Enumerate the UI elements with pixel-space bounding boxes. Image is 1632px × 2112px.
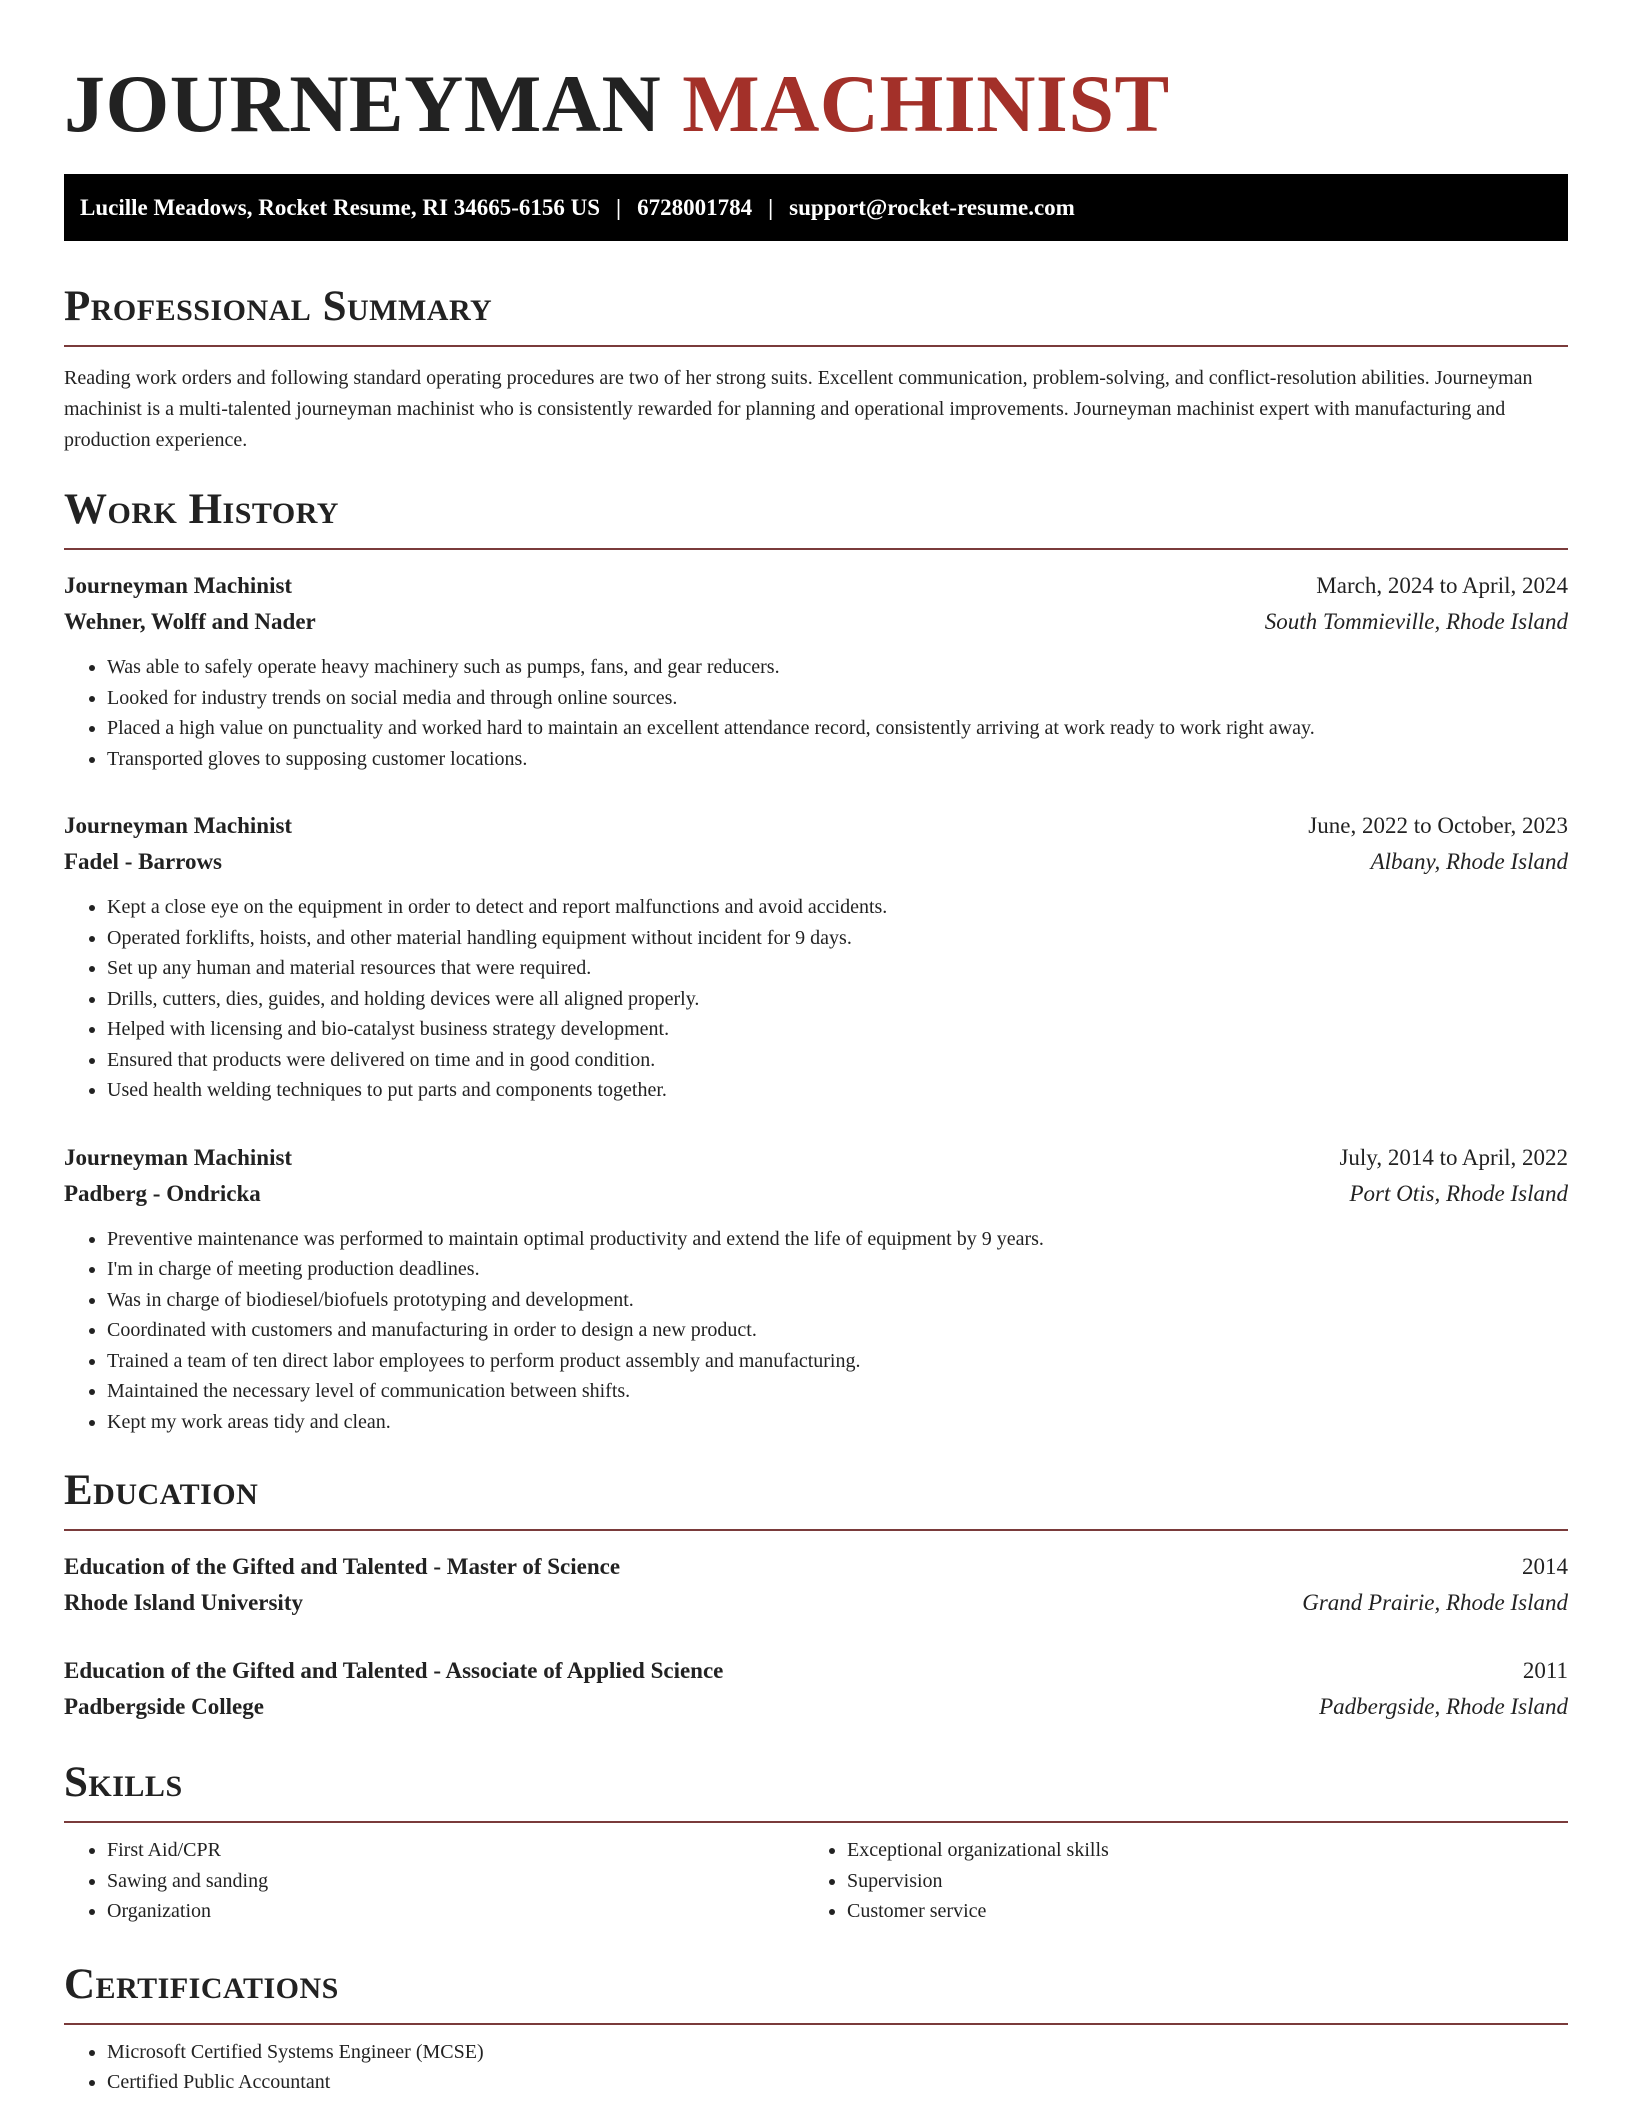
skill-item: • Sawing and sanding [107,1866,804,1897]
job-company: Wehner, Wolff and Nader [64,609,316,634]
education-location: Grand Prairie, Rhode Island [1302,1590,1568,1615]
job-duty: • Transported gloves to supposing customer locations. [107,744,1568,775]
job-dates: July, 2014 to April, 2022 [1339,1144,1568,1170]
skills-heading: Skills [64,1757,1568,1823]
summary-section [64,281,1568,456]
contact-address: Lucille Meadows, Rocket Resume, RI 34665-6156 US [80,194,601,220]
job-duties-list [64,1224,1568,1438]
contact-phone: 6728001784 [637,194,753,220]
job-location: South Tommieville, Rhode Island [1264,609,1568,634]
job-duty: • Placed a high value on punctuality and worked hard to maintain an excellent attendance record, consistently arriving at work ready to work right away. [107,713,1568,744]
education-school: Padbergside College [64,1694,264,1719]
skills-list-left [64,1835,804,1927]
skills-grid [64,1835,1568,1927]
job-duty: • Kept my work areas tidy and clean. [107,1407,1568,1438]
skill-item: • Exceptional organizational skills [847,1835,1544,1866]
job-duty: • Ensured that products were delivered on time and in good condition. [107,1045,1568,1076]
work-history-section [64,484,1568,1437]
certification-item: • Certified Public Accountant [107,2067,1568,2098]
job-title: Journeyman Machinist [64,573,293,598]
education-year: 2011 [1522,1658,1568,1683]
job-duty: • Drills, cutters, dies, guides, and holding devices were all aligned properly. [107,984,1568,1015]
education-entry [64,1549,1568,1621]
job-dates: March, 2024 to April, 2024 [1316,573,1568,598]
job-location: Port Otis, Rhode Island [1349,1180,1568,1206]
job-duty: • Kept a close eye on the equipment in order to detect and report malfunctions and avoid accidents. [107,892,1568,923]
education-entry [64,1653,1568,1725]
title-first-word: JOURNEYMAN [64,58,662,149]
education-school: Rhode Island University [64,1590,303,1615]
job-entry [64,1140,1568,1438]
summary-text: Reading work orders and following standard operating procedures are two of her strong suits. Excellent communication, problem-solving, and conflict-resolution abilities. Journeyman machinist is a multi-talented journeyman machinist who is consistently rewarded for planning and operational improvements. Journeyman machinist expert with manufacturing and production experience. [64,367,1533,451]
job-dates: June, 2022 to October, 2023 [1308,813,1568,838]
job-company: Fadel - Barrows [64,849,223,874]
job-location: Albany, Rhode Island [1370,849,1568,874]
job-company: Padberg - Ondricka [64,1180,261,1206]
job-duty: • I'm in charge of meeting production deadlines. [107,1254,1568,1285]
skills-list-right [804,1835,1544,1927]
contact-separator: | [768,194,774,220]
contact-separator: | [616,194,622,220]
skill-item: • Organization [107,1896,804,1927]
job-duty: • Maintained the necessary level of communication between shifts. [107,1376,1568,1407]
job-duty: • Used health welding techniques to put parts and components together. [107,1075,1568,1106]
skill-item: • First Aid/CPR [107,1835,804,1866]
job-duty: • Trained a team of ten direct labor employees to perform product assembly and manufacturing. [107,1346,1568,1377]
job-duty: • Was in charge of biodiesel/biofuels prototyping and development. [107,1285,1568,1316]
certifications-list [64,2037,1568,2098]
education-section [64,1465,1568,1725]
education-degree: Education of the Gifted and Talented - Master of Science [64,1554,621,1579]
certification-item: • Microsoft Certified Systems Engineer (MCSE) [107,2037,1568,2068]
certifications-heading: Certifications [64,1959,1568,2025]
summary-heading: Professional Summary [64,281,1568,347]
job-duty: • Was able to safely operate heavy machinery such as pumps, fans, and gear reducers. [107,652,1568,683]
education-degree: Education of the Gifted and Talented - Associate of Applied Science [64,1658,724,1683]
work-history-heading: Work History [64,484,1568,550]
contact-bar [64,174,1568,241]
job-duties-list [64,652,1568,774]
job-duty: • Preventive maintenance was performed to maintain optimal productivity and extend the life of equipment by 9 years. [107,1224,1568,1255]
job-title: Journeyman Machinist [64,1144,293,1170]
job-duty: • Coordinated with customers and manufacturing in order to design a new product. [107,1315,1568,1346]
education-location: Padbergside, Rhode Island [1319,1694,1568,1719]
job-title: Journeyman Machinist [64,813,293,838]
job-duty: • Operated forklifts, hoists, and other material handling equipment without incident for 9 days. [107,923,1568,954]
contact-email: support@rocket-resume.com [789,194,1075,220]
education-year: 2014 [1522,1554,1568,1579]
certifications-section [64,1959,1568,2098]
skill-item: • Customer service [847,1896,1544,1927]
job-entry [64,568,1568,774]
resume-title [64,0,1568,152]
skills-section [64,1757,1568,1927]
title-second-word: MACHINIST [682,58,1170,149]
job-duty: • Looked for industry trends on social media and through online sources. [107,683,1568,714]
skill-item: • Supervision [847,1866,1544,1897]
job-entry [64,808,1568,1106]
job-duties-list [64,892,1568,1106]
education-heading: Education [64,1465,1568,1531]
job-duty: • Helped with licensing and bio-catalyst business strategy development. [107,1014,1568,1045]
job-duty: • Set up any human and material resources that were required. [107,953,1568,984]
